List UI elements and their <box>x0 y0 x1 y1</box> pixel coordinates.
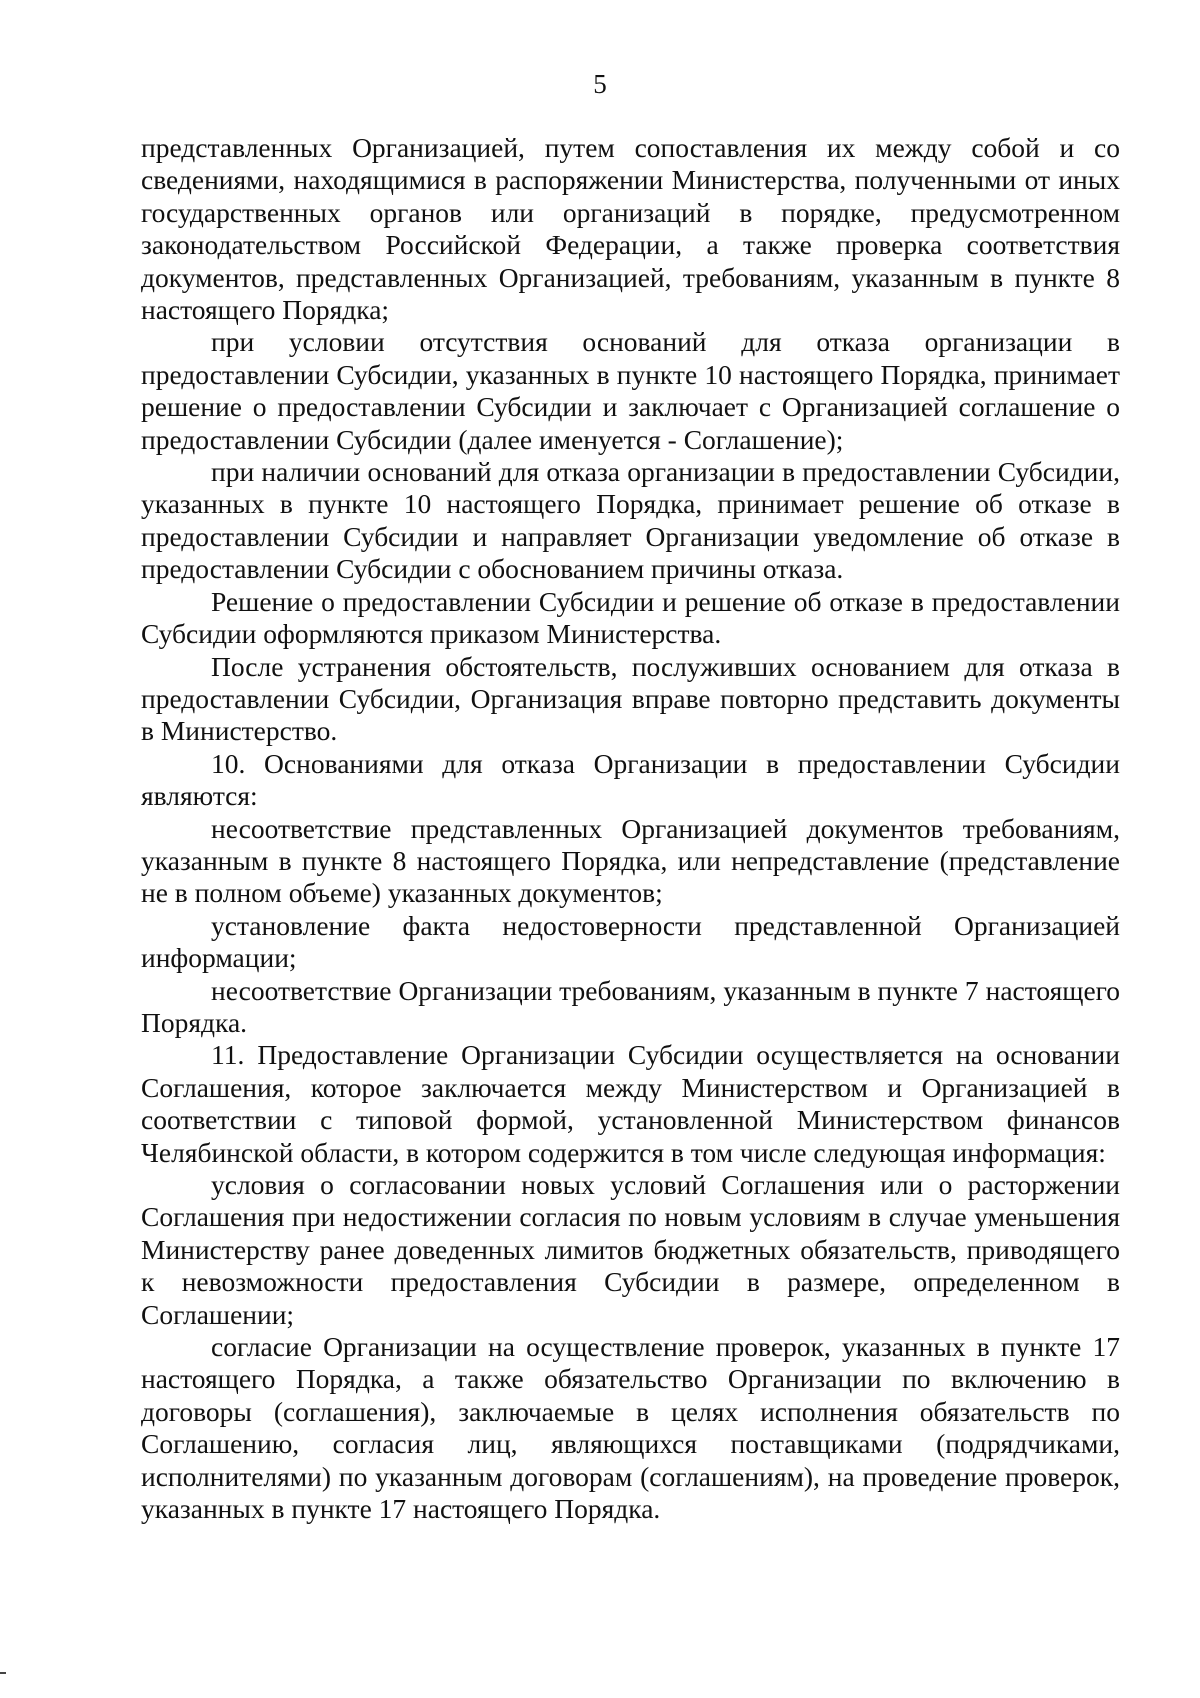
paragraph-order-formalization: Решение о предоставлении Субсидии и решение об отказе в предоставлении Субсидии оформляются приказом Министерства. <box>141 585 1120 650</box>
paragraph-clause-11-item-consent: согласие Организации на осуществление проверок, указанных в пункте 17 настоящего Порядка, а также обязательство Организации по включению в договоры (соглашения), заключаемые в целях исполнения обязательств по Соглашению, согласия лиц, являющихся поставщиками (подрядчиками, исполнителями) по указанным договорам (соглашениям), на проведение проверок, указанных в пункте 17 настоящего Порядка. <box>141 1331 1120 1525</box>
paragraph-clause-10-item-unreliable-info: установление факта недостоверности представленной Организацией информации; <box>141 909 1120 974</box>
paragraph-grant-decision: при условии отсутствия оснований для отказа организации в предоставлении Субсидии, указанных в пункте 10 настоящего Порядка, принимает решение о предоставлении Субсидии и заключает с Организацией соглашение о предоставлении Субсидии (далее именуется - Соглашение); <box>141 326 1120 455</box>
paragraph-clause-10-item-documents: несоответствие представленных Организацией документов требованиям, указанным в пункте 8 настоящего Порядка, или непредставление (представление не в полном объеме) указанных документов; <box>141 812 1120 909</box>
paragraph-clause-10-heading: 10. Основаниями для отказа Организации в предоставлении Субсидии являются: <box>141 747 1120 812</box>
paragraph-resubmission: После устранения обстоятельств, послуживших основанием для отказа в предоставлении Субсидии, Организация вправе повторно представить документы в Министерство. <box>141 650 1120 747</box>
paragraph-refusal-decision: при наличии оснований для отказа организации в предоставлении Субсидии, указанных в пункте 10 настоящего Порядка, принимает решение об отказе в предоставлении Субсидии и направляет Организации уведомление об отказе в предоставлении Субсидии с обоснованием причины отказа. <box>141 456 1120 585</box>
document-body <box>141 132 1120 1525</box>
paragraph-clause-10-item-requirements: несоответствие Организации требованиям, указанным в пункте 7 настоящего Порядка. <box>141 974 1120 1038</box>
paragraph-clause-11-heading: 11. Предоставление Организации Субсидии осуществляется на основании Соглашения, которое заключается между Министерством и Организацией в соответствии с типовой формой, установленной Министерством финансов Челябинской области, в котором содержится в том числе следующая информация: <box>141 1039 1120 1168</box>
page-number: 5 <box>593 69 607 99</box>
scan-edge-mark <box>0 1672 6 1674</box>
paragraph-clause-11-item-conditions: условия о согласовании новых условий Соглашения или о расторжении Соглашения при недостижении согласия по новым условиям в случае уменьшения Министерству ранее доведенных лимитов бюджетных обязательств, приводящего к невозможности предоставления Субсидии в размере, определенном в Соглашении; <box>141 1169 1120 1330</box>
paragraph-verification-continuation: представленных Организацией, путем сопоставления их между собой и со сведениями, находящимися в распоряжении Министерства, полученными от иных государственных органов или организаций в порядке, предусмотренном законодательством Российской Федерации, а также проверка соответствия документов, представленных Организацией, требованиям, указанным в пункте 8 настоящего Порядка; <box>141 132 1120 326</box>
